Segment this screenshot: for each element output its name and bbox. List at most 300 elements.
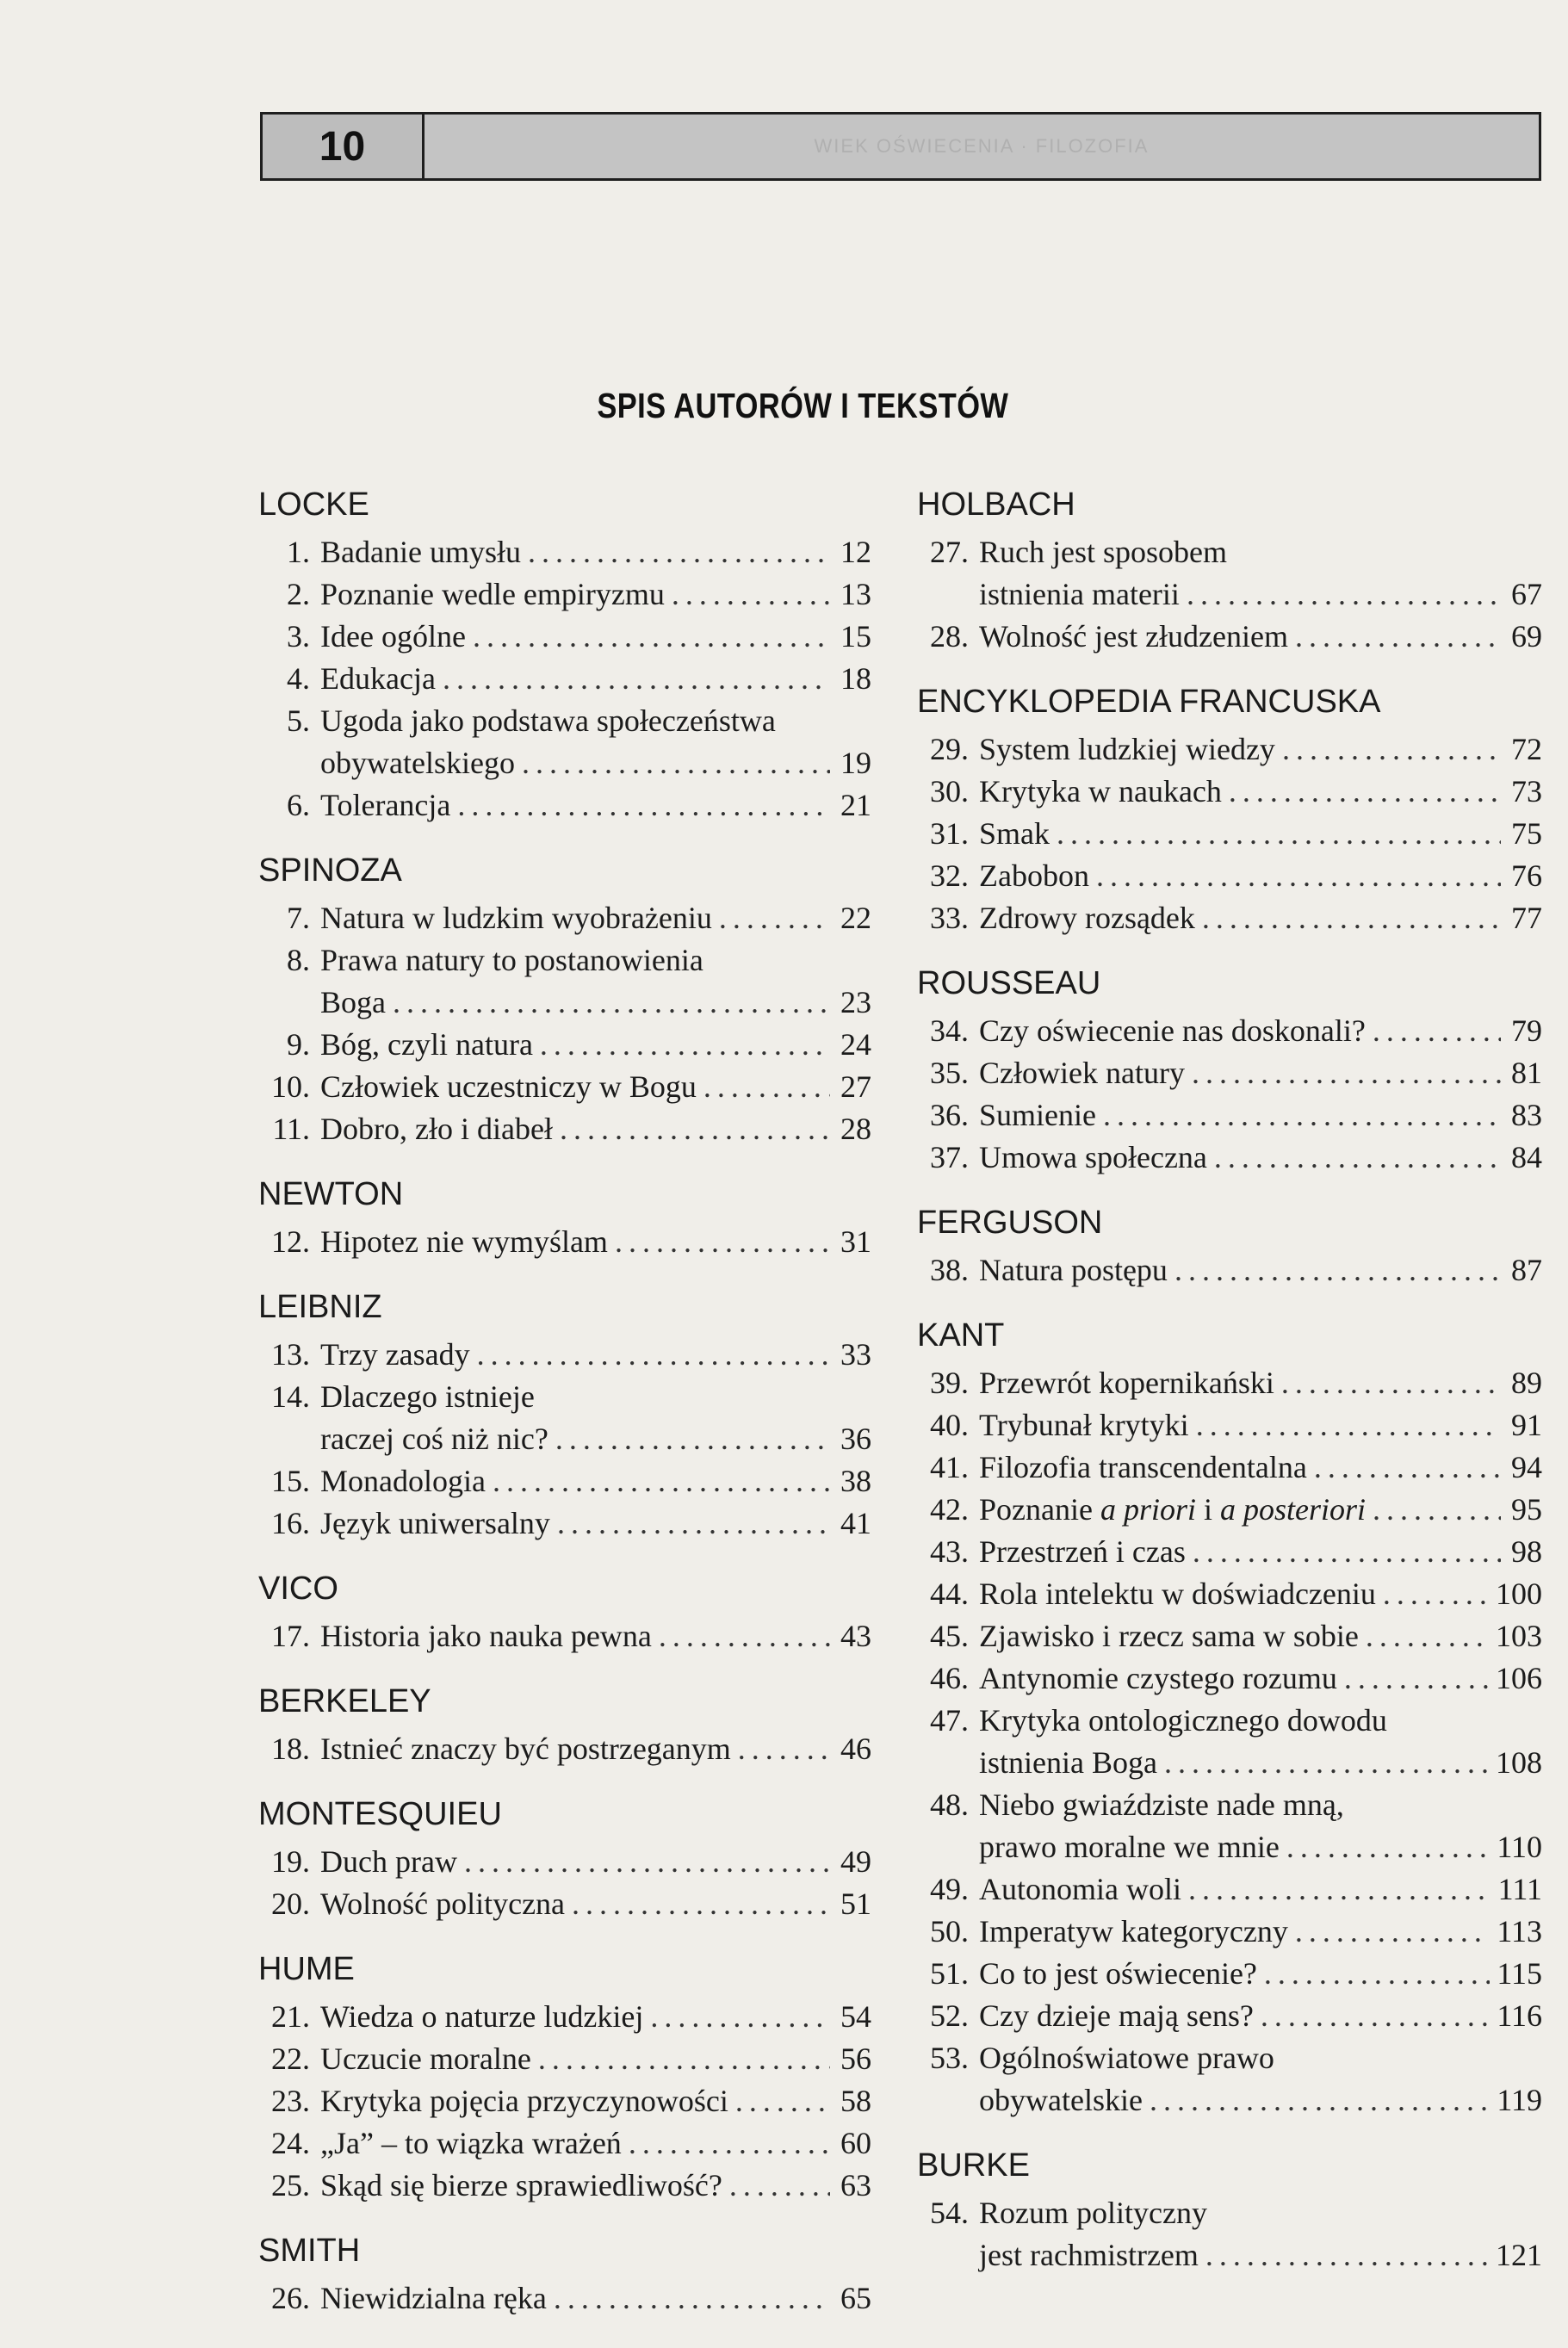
toc-entry (917, 2037, 1542, 2122)
toc-entry (917, 1573, 1542, 1615)
dot-leader (1193, 1531, 1501, 1573)
entry-title: Trybunał krytyki (979, 1408, 1189, 1442)
dot-leader (1192, 1052, 1501, 1094)
entry-title: Człowiek natury (979, 1056, 1185, 1090)
author-heading: BURKE (917, 2147, 1030, 2184)
dot-leader (1174, 1249, 1501, 1292)
entry-title-row (979, 2079, 1542, 2122)
toc-entry (917, 1953, 1542, 1995)
toc-entry (917, 1137, 1542, 1179)
dot-leader (735, 2080, 830, 2122)
entry-title-row (979, 1742, 1542, 1784)
entry-title: Natura postępu (979, 1253, 1168, 1287)
entry-title: Umowa społeczna (979, 1140, 1207, 1174)
entry-title-row (320, 1502, 871, 1545)
entry-title-row (979, 728, 1542, 771)
entry-title: Idee ogólne (320, 619, 466, 654)
entry-page-number: 22 (840, 901, 871, 935)
toc-entry (258, 1108, 871, 1150)
entry-title-row (979, 1094, 1542, 1137)
dot-leader (557, 1502, 830, 1545)
entry-title: System ludzkiej wiedzy (979, 732, 1275, 766)
toc-entry (917, 1094, 1542, 1137)
entry-title-row (979, 1404, 1542, 1447)
entry-title: obywatelskie (979, 2083, 1143, 2117)
entry-title-part: i (1196, 1492, 1221, 1527)
page-number: 10 (263, 115, 425, 178)
dot-leader (1286, 1826, 1490, 1868)
entry-title: Istnieć znaczy być postrzeganym (320, 1732, 731, 1766)
entry-title: Tolerancja (320, 788, 451, 822)
entry-title-row (320, 742, 871, 784)
toc-entry (917, 728, 1542, 771)
entry-number: 25. (271, 2168, 310, 2202)
entry-page-number: 81 (1511, 1056, 1542, 1090)
toc-entry (258, 1221, 871, 1263)
toc-entry (258, 616, 871, 658)
toc-entry (917, 1784, 1542, 1868)
entry-number: 13. (271, 1337, 310, 1372)
entry-number: 23. (271, 2084, 310, 2118)
page-title: SPIS AUTORÓW I TEKSTÓW (597, 386, 1009, 425)
entry-page-number: 106 (1496, 1661, 1542, 1695)
entry-title-line1: Ogólnoświatowe prawo (979, 2041, 1274, 2075)
entry-title: Wolność jest złudzeniem (979, 619, 1288, 654)
entry-title-row (979, 897, 1542, 939)
entry-number: 15. (271, 1464, 310, 1498)
entry-number: 42. (930, 1492, 969, 1527)
entry-title: Rola intelektu w doświadczeniu (979, 1577, 1376, 1611)
entry-title-row (320, 1108, 871, 1150)
toc-entry (258, 573, 871, 616)
dot-leader (538, 2038, 830, 2080)
dot-leader (493, 1460, 830, 1502)
entry-title-row (979, 1953, 1542, 1995)
dot-leader (703, 1066, 830, 1108)
entry-page-number: 13 (840, 577, 871, 611)
entry-title: Monadologia (320, 1464, 486, 1498)
entry-page-number: 19 (840, 746, 871, 780)
entry-title: Edukacja (320, 661, 436, 696)
dot-leader (1373, 1489, 1501, 1531)
entry-title-row (320, 1728, 871, 1770)
entry-page-number: 103 (1496, 1619, 1542, 1653)
entry-page-number: 77 (1511, 901, 1542, 935)
entry-title-row (320, 1221, 871, 1263)
entry-number: 34. (930, 1013, 969, 1048)
entry-number: 33. (930, 901, 969, 935)
entry-title: Hipotez nie wymyślam (320, 1224, 608, 1259)
entry-page-number: 58 (840, 2084, 871, 2118)
dot-leader (477, 1334, 830, 1376)
entry-title-row (320, 1066, 871, 1108)
author-heading: MONTESQUIEU (258, 1796, 502, 1832)
toc-entry (258, 2080, 871, 2122)
entry-title-row (320, 573, 871, 616)
toc-entry (917, 1404, 1542, 1447)
entry-title-row (979, 855, 1542, 897)
toc-entry (258, 2165, 871, 2207)
entry-page-number: 60 (840, 2126, 871, 2160)
entry-title: Przewrót kopernikański (979, 1366, 1274, 1400)
entry-number: 29. (930, 732, 969, 766)
author-heading: HOLBACH (917, 486, 1075, 523)
toc-entry (258, 2038, 871, 2080)
entry-page-number: 56 (840, 2041, 871, 2076)
toc-entry (917, 1868, 1542, 1911)
entry-page-number: 51 (840, 1886, 871, 1921)
entry-number: 46. (930, 1661, 969, 1695)
entry-number: 45. (930, 1619, 969, 1653)
dot-leader (1057, 813, 1501, 855)
running-title: WIEK OŚWIECENIA · FILOZOFIA (814, 135, 1150, 157)
toc-entry (258, 700, 871, 784)
entry-number: 49. (930, 1872, 969, 1906)
author-heading: HUME (258, 1951, 355, 1987)
dot-leader (1150, 2079, 1490, 2122)
entry-number: 27. (930, 535, 969, 569)
entry-number: 11. (272, 1112, 310, 1146)
entry-number: 48. (930, 1787, 969, 1822)
entry-page-number: 108 (1496, 1745, 1542, 1780)
toc-entry (917, 1249, 1542, 1292)
dot-leader (1214, 1137, 1501, 1179)
entry-page-number: 111 (1497, 1872, 1542, 1906)
dot-leader (554, 2277, 830, 2320)
entry-title-row (979, 771, 1542, 813)
entry-title: „Ja” – to wiązka wrażeń (320, 2126, 622, 2160)
dot-leader (1261, 1995, 1490, 2037)
entry-title-line1: Rozum polityczny (979, 2196, 1207, 2230)
dot-leader (1264, 1953, 1490, 1995)
toc-entry (258, 1024, 871, 1066)
entry-number: 37. (930, 1140, 969, 1174)
page-header-bar (260, 112, 1541, 181)
entry-title: Zjawisko i rzecz sama w sobie (979, 1619, 1359, 1653)
entry-title-row (320, 2122, 871, 2165)
entry-number: 41. (930, 1450, 969, 1484)
entry-number: 24. (271, 2126, 310, 2160)
entry-page-number: 12 (840, 535, 871, 569)
entry-title: Zdrowy rozsądek (979, 901, 1195, 935)
entry-title-row (979, 1531, 1542, 1573)
toc-entry (917, 1010, 1542, 1052)
dot-leader (1205, 2234, 1489, 2277)
toc-entry (258, 658, 871, 700)
entry-page-number: 115 (1497, 1956, 1542, 1991)
author-heading: NEWTON (258, 1176, 404, 1212)
toc-entry (258, 1615, 871, 1657)
entry-number: 12. (271, 1224, 310, 1259)
toc-entry (917, 1362, 1542, 1404)
entry-title: Skąd się bierze sprawiedliwość? (320, 2168, 722, 2202)
entry-number: 50. (930, 1914, 969, 1948)
entry-page-number: 41 (840, 1506, 871, 1540)
entry-title: istnienia Boga (979, 1745, 1157, 1780)
dot-leader (1282, 728, 1501, 771)
entry-title-row (979, 1362, 1542, 1404)
entry-page-number: 94 (1511, 1450, 1542, 1484)
dot-leader (473, 616, 830, 658)
entry-number: 28. (930, 619, 969, 654)
entry-page-number: 24 (840, 1027, 871, 1062)
dot-leader (729, 2165, 830, 2207)
entry-number: 35. (930, 1056, 969, 1090)
toc-entry (258, 1460, 871, 1502)
toc-entry (917, 813, 1542, 855)
entry-page-number: 84 (1511, 1140, 1542, 1174)
entry-number: 6. (287, 788, 310, 822)
entry-title: Imperatyw kategoryczny (979, 1914, 1288, 1948)
entry-title-line1: Prawa natury to postanowienia (320, 943, 703, 977)
toc-entry (917, 1447, 1542, 1489)
entry-page-number: 119 (1497, 2083, 1542, 2117)
entry-title: Człowiek uczestniczy w Bogu (320, 1069, 697, 1104)
entry-title: istnienia materii (979, 577, 1180, 611)
toc-entry (917, 1489, 1542, 1531)
entry-title-row (320, 2277, 871, 2320)
entry-number: 36. (930, 1098, 969, 1132)
entry-number: 22. (271, 2041, 310, 2076)
toc-entry (258, 1883, 871, 1925)
entry-title-row (979, 1826, 1542, 1868)
entry-page-number: 110 (1497, 1830, 1542, 1864)
author-heading: SPINOZA (258, 852, 402, 889)
entry-title-part: a posteriori (1220, 1492, 1367, 1527)
entry-number: 2. (287, 577, 310, 611)
entry-page-number: 65 (840, 2281, 871, 2315)
entry-title-row (979, 1573, 1542, 1615)
author-heading: VICO (258, 1570, 338, 1607)
entry-title: Sumienie (979, 1098, 1096, 1132)
dot-leader (393, 982, 830, 1024)
author-heading: ROUSSEAU (917, 965, 1101, 1001)
entry-title-row (979, 1137, 1542, 1179)
entry-page-number: 38 (840, 1464, 871, 1498)
dot-leader (1202, 897, 1501, 939)
dot-leader (1188, 1868, 1491, 1911)
entry-title: Filozofia transcendentalna (979, 1450, 1307, 1484)
entry-title-row (320, 1615, 871, 1657)
entry-title-row (320, 531, 871, 573)
toc-entry (258, 1996, 871, 2038)
dot-leader (1344, 1657, 1489, 1700)
toc-entry (258, 1334, 871, 1376)
entry-title-part: Poznanie (979, 1492, 1100, 1527)
toc-entry (258, 2277, 871, 2320)
entry-title: Niewidzialna ręka (320, 2281, 547, 2315)
entry-title-row (979, 616, 1542, 658)
dot-leader (1187, 573, 1501, 616)
entry-number: 19. (271, 1844, 310, 1879)
entry-title-row (320, 1460, 871, 1502)
entry-title-line1: Ugoda jako podstawa społeczeństwa (320, 703, 776, 738)
entry-page-number: 63 (840, 2168, 871, 2202)
entry-number: 51. (930, 1956, 969, 1991)
entry-page-number: 91 (1511, 1408, 1542, 1442)
toc-entry (258, 1728, 871, 1770)
entry-page-number: 49 (840, 1844, 871, 1879)
author-heading: BERKELEY (258, 1683, 431, 1719)
toc-entry (258, 1841, 871, 1883)
entry-number: 21. (271, 1999, 310, 2034)
entry-title: prawo moralne we mnie (979, 1830, 1280, 1864)
dot-leader (457, 784, 830, 827)
entry-title-row (979, 1052, 1542, 1094)
entry-title: Smak (979, 816, 1050, 851)
entry-page-number: 67 (1511, 577, 1542, 611)
author-heading: LEIBNIZ (258, 1289, 382, 1325)
entry-number: 31. (930, 816, 969, 851)
dot-leader (1103, 1094, 1501, 1137)
entry-page-number: 46 (840, 1732, 871, 1766)
entry-page-number: 98 (1511, 1534, 1542, 1569)
entry-title-row (979, 1010, 1542, 1052)
entry-number: 3. (287, 619, 310, 654)
entry-number: 5. (287, 703, 310, 738)
entry-title-row (320, 784, 871, 827)
dot-leader (650, 1996, 830, 2038)
toc-entry (917, 2192, 1542, 2277)
entry-title-row (979, 1615, 1542, 1657)
dot-leader (464, 1841, 830, 1883)
entry-title-row (979, 1249, 1542, 1292)
entry-title-row (320, 1883, 871, 1925)
dot-leader (528, 531, 830, 573)
entry-number: 54. (930, 2196, 969, 2230)
entry-title (979, 1489, 1366, 1531)
entry-title: Język uniwersalny (320, 1506, 550, 1540)
entry-title-line1: Niebo gwiaździste nade mną, (979, 1787, 1344, 1822)
dot-leader (1366, 1615, 1489, 1657)
dot-leader (443, 658, 830, 700)
entry-number: 32. (930, 858, 969, 893)
author-heading: KANT (917, 1317, 1005, 1354)
entry-title: Zabobon (979, 858, 1089, 893)
entry-page-number: 95 (1511, 1492, 1542, 1527)
entry-page-number: 15 (840, 619, 871, 654)
entry-title-line1: Krytyka ontologicznego dowodu (979, 1703, 1387, 1738)
entry-title-row (979, 1995, 1542, 2037)
entry-title: jest rachmistrzem (979, 2238, 1199, 2272)
entry-page-number: 76 (1511, 858, 1542, 893)
entry-title-row (320, 982, 871, 1024)
entry-page-number: 87 (1511, 1253, 1542, 1287)
entry-title-row (979, 2234, 1542, 2277)
entry-title-row (979, 813, 1542, 855)
entry-number: 4. (287, 661, 310, 696)
entry-title-line1: Dlaczego istnieje (320, 1379, 535, 1414)
dot-leader (1295, 1911, 1490, 1953)
toc-entry (917, 855, 1542, 897)
entry-page-number: 75 (1511, 816, 1542, 851)
entry-title: Trzy zasady (320, 1337, 470, 1372)
entry-title: Czy dzieje mają sens? (979, 1998, 1254, 2033)
entry-number: 20. (271, 1886, 310, 1921)
entry-page-number: 72 (1511, 732, 1542, 766)
entry-page-number: 100 (1496, 1577, 1542, 1611)
entry-title: Natura w ludzkim wyobrażeniu (320, 901, 712, 935)
dot-leader (1383, 1573, 1489, 1615)
entry-page-number: 27 (840, 1069, 871, 1104)
toc-entry (258, 2122, 871, 2165)
entry-number: 43. (930, 1534, 969, 1569)
toc-entry (917, 1995, 1542, 2037)
entry-number: 26. (271, 2281, 310, 2315)
entry-title: Wiedza o naturze ludzkiej (320, 1999, 644, 2034)
entry-page-number: 18 (840, 661, 871, 696)
toc-entry (917, 531, 1542, 616)
entry-number: 7. (287, 901, 310, 935)
entry-number: 47. (930, 1703, 969, 1738)
entry-title: Przestrzeń i czas (979, 1534, 1186, 1569)
entry-title: Bóg, czyli natura (320, 1027, 533, 1062)
entry-title: Krytyka pojęcia przyczynowości (320, 2084, 728, 2118)
dot-leader (560, 1108, 830, 1150)
entry-title: Co to jest oświecenie? (979, 1956, 1257, 1991)
entry-page-number: 69 (1511, 619, 1542, 654)
dot-leader (1295, 616, 1501, 658)
dot-leader (629, 2122, 830, 2165)
toc-entry (917, 616, 1542, 658)
dot-leader (1281, 1362, 1501, 1404)
entry-page-number: 36 (840, 1422, 871, 1456)
entry-title-row (979, 1911, 1542, 1953)
entry-page-number: 28 (840, 1112, 871, 1146)
entry-page-number: 113 (1497, 1914, 1542, 1948)
entry-page-number: 116 (1497, 1998, 1542, 2033)
entry-title: Autonomia woli (979, 1872, 1181, 1906)
toc-entry (258, 939, 871, 1024)
dot-leader (672, 573, 830, 616)
entry-page-number: 79 (1511, 1013, 1542, 1048)
entry-title: Boga (320, 985, 386, 1019)
entry-title-part: a priori (1100, 1492, 1196, 1527)
entry-title: Dobro, zło i diabeł (320, 1112, 553, 1146)
entry-page-number: 121 (1496, 2238, 1542, 2272)
entry-number: 40. (930, 1408, 969, 1442)
dot-leader (659, 1615, 830, 1657)
entry-title: Uczucie moralne (320, 2041, 531, 2076)
entry-number: 9. (287, 1027, 310, 1062)
entry-title-row (979, 573, 1542, 616)
entry-title-row (320, 1024, 871, 1066)
entry-title: Antynomie czystego rozumu (979, 1661, 1337, 1695)
entry-title-row (979, 1868, 1542, 1911)
entry-number: 30. (930, 774, 969, 808)
entry-page-number: 31 (840, 1224, 871, 1259)
dot-leader (540, 1024, 830, 1066)
entry-title-row (320, 1996, 871, 2038)
dot-leader (572, 1883, 830, 1925)
toc-entry (258, 1502, 871, 1545)
toc-entry (917, 1615, 1542, 1657)
entry-title-line1: Ruch jest sposobem (979, 535, 1227, 569)
dot-leader (1314, 1447, 1501, 1489)
toc-entry (917, 1911, 1542, 1953)
dot-leader (738, 1728, 830, 1770)
entry-number: 17. (271, 1619, 310, 1653)
entry-page-number: 21 (840, 788, 871, 822)
author-heading: SMITH (258, 2233, 361, 2269)
entry-title-row (320, 2165, 871, 2207)
toc-entry (917, 1657, 1542, 1700)
dot-leader (1373, 1010, 1501, 1052)
entry-number: 18. (271, 1732, 310, 1766)
entry-title-row (320, 1841, 871, 1883)
author-heading: FERGUSON (917, 1205, 1103, 1241)
toc-entry (917, 897, 1542, 939)
